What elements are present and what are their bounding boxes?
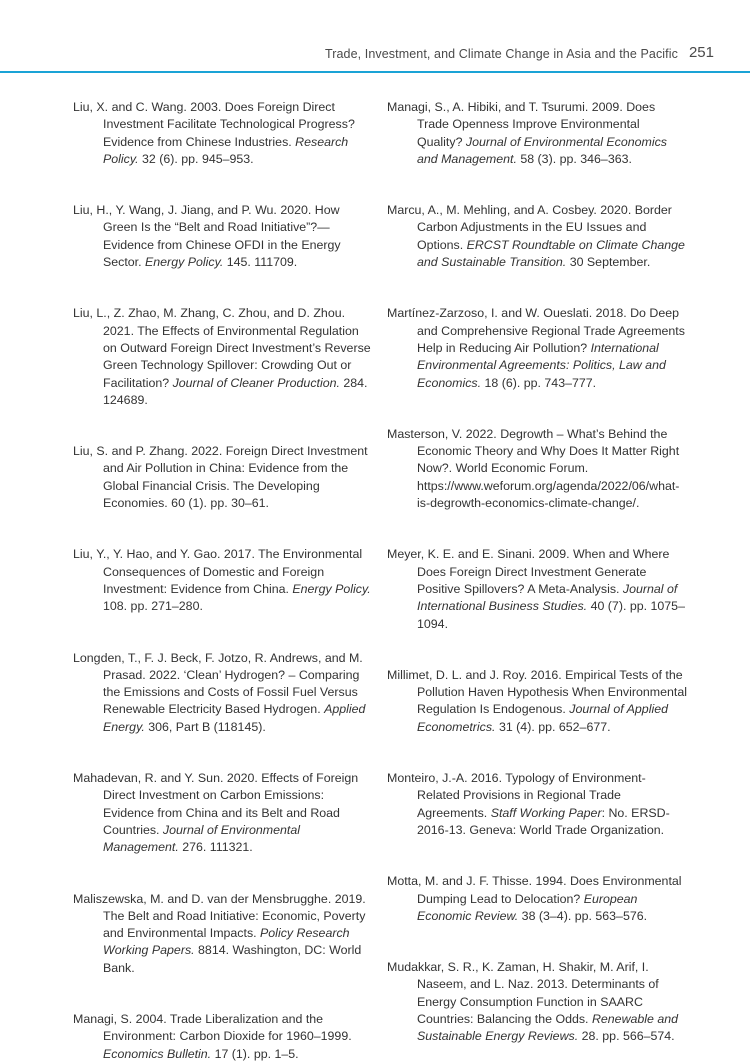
reference-source-title: ERCST Roundtable on Climate Change and Sustainable Transition. xyxy=(417,237,685,270)
reference-entry xyxy=(387,546,687,632)
reference-text: Masterson, V. 2022. Degrowth – What’s Behind the Economic Theory and Why Does It Matter Right Now?. World Economic Forum. https://www.weforum.org/agenda/2022/06/what-is-degrowth-economics-climate-change/. xyxy=(387,426,680,511)
reference-text: 32 (6). pp. 945–953. xyxy=(138,151,254,166)
reference-text: Liu, X. and C. Wang. 2003. Does Foreign Direct Investment Facilitate Technological Progress? Evidence from Chinese Industries. xyxy=(73,100,355,149)
reference-source-title: Journal of Applied Econometrics. xyxy=(417,702,668,734)
reference-source-title: Journal of Cleaner Production. xyxy=(172,375,340,390)
reference-source-title: European Economic Review. xyxy=(417,891,638,923)
running-title: Trade, Investment, and Climate Change in Asia and the Pacific xyxy=(324,47,678,61)
reference-text: 28. pp. 566–574. xyxy=(578,1029,675,1044)
reference-source-title: Renewable and Sustainable Energy Reviews. xyxy=(417,1011,679,1044)
page-number: 251 xyxy=(688,44,714,61)
reference-source-title: Applied Energy. xyxy=(103,702,366,734)
reference-source-title: Research Policy. xyxy=(103,134,349,166)
reference-source-title: Journal of International Business Studies. xyxy=(417,581,678,614)
reference-entry xyxy=(73,305,371,409)
page-header xyxy=(0,0,750,74)
reference-text: 276. 111321. xyxy=(178,840,253,855)
reference-text: Maliszewska, M. and D. van der Mensbrugghe. 2019. The Belt and Road Initiative: Economic, Poverty and Environmental Impacts. xyxy=(73,891,366,941)
reference-text: Liu, Y., Y. Hao, and Y. Gao. 2017. The Environmental Consequences of Domestic and Foreign Investment: Evidence from China. xyxy=(73,547,363,596)
reference-source-title: Staff Working Paper xyxy=(490,805,602,820)
reference-source-title: Economics Bulletin. xyxy=(103,1046,212,1061)
reference-entry xyxy=(387,959,687,1045)
reference-text: 40 (7). pp. 1075–1094. xyxy=(417,599,685,631)
reference-text: 108. pp. 271–280. xyxy=(103,599,203,614)
reference-text: Liu, L., Z. Zhao, M. Zhang, C. Zhou, and D. Zhou. 2021. The Effects of Environmental Regulation on Outward Foreign Direct Investment’s Reverse Green Technology Spillover: Crowding Out or Facilitation? xyxy=(73,306,371,390)
reference-text: Managi, S., A. Hibiki, and T. Tsurumi. 2009. Does Trade Openness Improve Environmental Quality? xyxy=(387,100,656,149)
reference-text: 58 (3). pp. 346–363. xyxy=(516,151,632,166)
reference-text: Managi, S. 2004. Trade Liberalization and the Environment: Carbon Dioxide for 1960–1999. xyxy=(73,1011,352,1044)
reference-text: Meyer, K. E. and E. Sinani. 2009. When and Where Does Foreign Direct Investment Generate Positive Spillovers? A Meta-Analysis. xyxy=(387,547,670,596)
reference-source-title: Energy Policy. xyxy=(145,255,224,270)
reference-entry xyxy=(73,202,371,271)
reference-entry xyxy=(73,650,371,736)
reference-entry xyxy=(73,99,371,168)
reference-text: 30 September. xyxy=(566,255,651,270)
reference-text: 284. 124689. xyxy=(103,375,368,407)
reference-source-title: Journal of Environmental Management. xyxy=(103,822,300,855)
reference-entry xyxy=(387,426,687,512)
reference-text: 8814. Washington, DC: World Bank. xyxy=(103,943,362,975)
reference-entry xyxy=(387,202,687,271)
reference-text: Liu, H., Y. Wang, J. Jiang, and P. Wu. 2020. How Green Is the “Belt and Road Initiative”?—Evidence from Chinese OFDI in the Energy Sector. xyxy=(73,203,341,270)
reference-entry xyxy=(73,770,371,856)
reference-text: Motta, M. and J. F. Thisse. 1994. Does Environmental Dumping Lead to Delocation? xyxy=(387,874,682,906)
reference-entry xyxy=(387,873,687,925)
reference-text: Liu, S. and P. Zhang. 2022. Foreign Direct Investment and Air Pollution in China: Evidence from the Global Financial Crisis. The Developing Economies. 60 (1). pp. 30–61. xyxy=(73,444,368,511)
reference-source-title: Energy Policy. xyxy=(292,581,371,596)
references-right-column xyxy=(387,99,687,1046)
reference-text: 18 (6). pp. 743–777. xyxy=(481,375,597,390)
reference-entry xyxy=(73,891,371,977)
reference-text: 31 (4). pp. 652–677. xyxy=(495,719,611,734)
reference-text: Martínez-Zarzoso, I. and W. Oueslati. 2018. Do Deep and Comprehensive Regional Trade Agreements Help in Reducing Air Pollution? xyxy=(387,306,685,355)
reference-text: 145. 111709. xyxy=(223,255,298,270)
reference-entry xyxy=(387,770,687,839)
reference-source-title: Journal of Environmental Economics and Management. xyxy=(417,134,668,166)
reference-entry xyxy=(387,305,687,391)
reference-text: Marcu, A., M. Mehling, and A. Cosbey. 2020. Border Carbon Adjustments in the EU Issues and Options. xyxy=(387,203,672,252)
reference-entry xyxy=(73,546,371,615)
reference-entry xyxy=(387,99,687,168)
reference-entry xyxy=(387,667,687,736)
references-left-column xyxy=(73,99,371,1063)
reference-text: Longden, T., F. J. Beck, F. Jotzo, R. Andrews, and M. Prasad. 2022. ‘Clean’ Hydrogen? – Comparing the Emissions and Costs of Fossil Fuel Versus Renewable Electricity Based Hydrogen. xyxy=(73,650,363,717)
reference-text: Mudakkar, S. R., K. Zaman, H. Shakir, M. Arif, I. Naseem, and L. Naz. 2013. Determinants of Energy Consumption Function in SAARC Countries: Balancing the Odds. xyxy=(387,960,659,1026)
reference-text: 38 (3–4). pp. 563–576. xyxy=(518,908,648,923)
header-rule xyxy=(0,71,750,73)
reference-text: Millimet, D. L. and J. Roy. 2016. Empirical Tests of the Pollution Haven Hypothesis When Environmental Regulation Is Endogenous. xyxy=(387,667,687,717)
reference-text: 306, Part B (118145). xyxy=(144,719,266,734)
reference-text: 17 (1). pp. 1–5. xyxy=(211,1046,299,1061)
reference-entry xyxy=(73,1011,371,1063)
reference-source-title: International Environmental Agreements: Politics, Law and Economics. xyxy=(417,340,666,390)
reference-text: Mahadevan, R. and Y. Sun. 2020. Effects of Foreign Direct Investment on Carbon Emissions: Evidence from China and its Belt and Road Countries. xyxy=(73,771,359,837)
reference-entry xyxy=(73,443,371,512)
reference-source-title: Policy Research Working Papers. xyxy=(103,926,350,958)
reference-text: Monteiro, J.-A. 2016. Typology of Environment-Related Provisions in Regional Trade Agreements. xyxy=(387,771,646,820)
reference-text: : No. ERSD-2016-13. Geneva: World Trade Organization. xyxy=(417,805,670,837)
